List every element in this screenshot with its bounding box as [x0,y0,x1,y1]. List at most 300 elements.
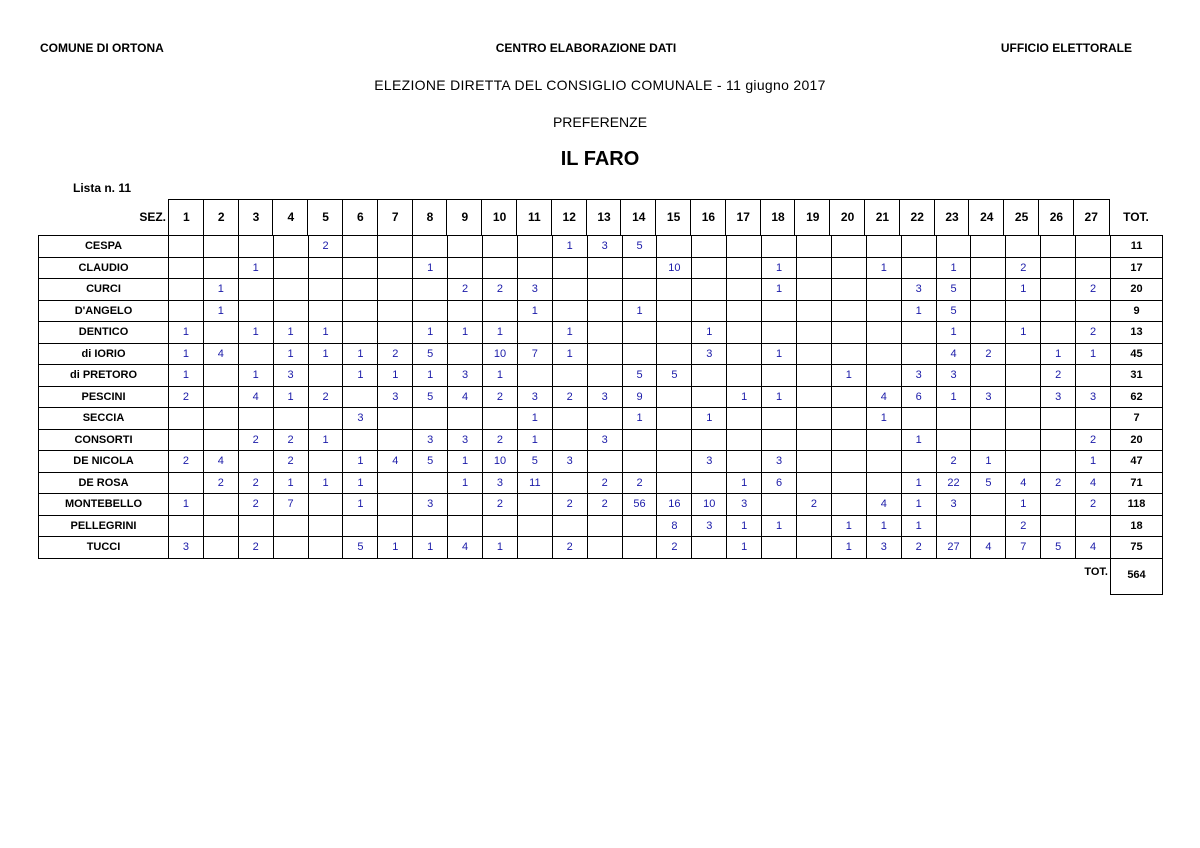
vote-cell: 1 [692,408,727,430]
section-header-17: 17 [725,199,761,235]
vote-cell [448,236,483,258]
vote-cell [901,257,936,279]
vote-cell [727,408,762,430]
table-row [39,322,1163,344]
candidate-total: 20 [1111,279,1163,301]
vote-cell: 8 [657,515,692,537]
municipality-header: COMUNE DI ORTONA [40,41,164,55]
vote-cell: 2 [308,386,343,408]
vote-cell [622,343,657,365]
vote-cell: 1 [866,408,901,430]
vote-cell: 1 [831,365,866,387]
vote-cell: 1 [762,279,797,301]
vote-cell [692,472,727,494]
vote-cell: 3 [273,365,308,387]
candidate-name: CURCI [39,279,169,301]
vote-cell: 2 [483,386,518,408]
vote-cell: 2 [1006,515,1041,537]
vote-cell [622,322,657,344]
vote-cell: 3 [1041,386,1076,408]
vote-cell [762,322,797,344]
vote-cell: 1 [308,472,343,494]
section-header-21: 21 [864,199,900,235]
vote-cell: 10 [483,343,518,365]
vote-cell [203,494,238,516]
vote-cell: 6 [762,472,797,494]
vote-cell: 1 [1041,343,1076,365]
section-header-3: 3 [238,199,274,235]
vote-cell: 27 [936,537,971,559]
vote-cell [203,386,238,408]
vote-cell: 2 [622,472,657,494]
vote-cell [1006,236,1041,258]
vote-cell: 3 [762,451,797,473]
vote-cell [343,386,378,408]
vote-cell: 1 [866,257,901,279]
vote-cell [1076,408,1111,430]
vote-cell [552,279,587,301]
vote-cell [169,472,204,494]
section-header-5: 5 [307,199,343,235]
vote-cell: 2 [1041,365,1076,387]
vote-cell [901,451,936,473]
vote-cell [413,279,448,301]
vote-cell [901,408,936,430]
vote-cell [797,429,832,451]
vote-cell: 1 [727,386,762,408]
vote-cell: 1 [413,365,448,387]
vote-cell: 5 [517,451,552,473]
vote-cell [308,300,343,322]
vote-cell: 10 [483,451,518,473]
vote-cell [657,300,692,322]
vote-cell: 3 [413,494,448,516]
vote-cell [343,300,378,322]
vote-cell: 2 [238,494,273,516]
vote-cell: 3 [552,451,587,473]
vote-cell [831,451,866,473]
table-row [39,386,1163,408]
candidate-total: 17 [1111,257,1163,279]
vote-cell: 1 [308,322,343,344]
candidate-total: 20 [1111,429,1163,451]
vote-cell [727,279,762,301]
vote-cell: 3 [587,236,622,258]
vote-cell [797,236,832,258]
vote-cell: 2 [657,537,692,559]
vote-cell: 1 [413,537,448,559]
vote-cell: 10 [657,257,692,279]
vote-cell: 2 [238,429,273,451]
table-row [39,494,1163,516]
vote-cell [831,322,866,344]
vote-cell [587,537,622,559]
vote-cell: 1 [273,343,308,365]
vote-cell: 1 [936,386,971,408]
election-title: ELEZIONE DIRETTA DEL CONSIGLIO COMUNALE - 11 giugno 2017 [374,77,826,93]
vote-cell: 2 [587,472,622,494]
vote-cell [901,236,936,258]
vote-cell: 3 [517,386,552,408]
vote-cell [587,343,622,365]
vote-cell [203,408,238,430]
vote-cell [343,322,378,344]
vote-cell [552,257,587,279]
candidate-name: PESCINI [39,386,169,408]
vote-cell [169,236,204,258]
vote-cell: 2 [203,472,238,494]
vote-cell: 3 [692,451,727,473]
vote-cell [308,451,343,473]
vote-cell [587,257,622,279]
vote-cell [797,343,832,365]
vote-cell: 1 [273,386,308,408]
vote-cell [1076,300,1111,322]
vote-cell: 4 [448,537,483,559]
vote-cell: 3 [901,365,936,387]
vote-cell [831,472,866,494]
vote-cell [657,408,692,430]
vote-cell [657,343,692,365]
vote-cell: 1 [727,472,762,494]
vote-cell [971,365,1006,387]
vote-cell: 2 [1076,429,1111,451]
vote-cell: 1 [1076,343,1111,365]
section-header-20: 20 [829,199,865,235]
vote-cell [1041,494,1076,516]
candidate-total: 7 [1111,408,1163,430]
section-header-22: 22 [899,199,935,235]
vote-cell [552,429,587,451]
vote-cell: 16 [657,494,692,516]
section-header-14: 14 [620,199,656,235]
candidate-name: DE ROSA [39,472,169,494]
vote-cell: 1 [552,322,587,344]
vote-cell [587,365,622,387]
vote-cell [1041,257,1076,279]
vote-cell [797,300,832,322]
vote-cell [866,300,901,322]
vote-cell [517,515,552,537]
vote-cell [483,257,518,279]
vote-cell [273,537,308,559]
vote-cell: 2 [1041,472,1076,494]
vote-cell: 4 [1006,472,1041,494]
vote-cell: 2 [1076,494,1111,516]
vote-cell: 3 [378,386,413,408]
vote-cell [692,386,727,408]
section-header-8: 8 [412,199,448,235]
candidate-total: 9 [1111,300,1163,322]
candidate-name: TUCCI [39,537,169,559]
table-row [39,515,1163,537]
vote-cell: 3 [517,279,552,301]
vote-cell [343,515,378,537]
vote-cell: 2 [552,386,587,408]
vote-cell: 2 [273,451,308,473]
vote-cell: 1 [901,472,936,494]
vote-cell: 4 [1076,472,1111,494]
table-row [39,343,1163,365]
vote-cell [308,515,343,537]
vote-cell: 1 [308,429,343,451]
table-row [39,300,1163,322]
preferences-table [38,235,1163,559]
vote-cell [971,494,1006,516]
vote-cell: 1 [413,257,448,279]
vote-cell [692,537,727,559]
vote-cell: 1 [762,257,797,279]
candidate-name: di IORIO [39,343,169,365]
vote-cell: 5 [413,343,448,365]
vote-cell [1041,300,1076,322]
section-header-10: 10 [481,199,517,235]
department-header: CENTRO ELABORAZIONE DATI [495,41,677,55]
vote-cell: 5 [343,537,378,559]
vote-cell [169,515,204,537]
vote-cell [517,236,552,258]
vote-cell: 5 [413,451,448,473]
vote-cell [169,300,204,322]
vote-cell [552,365,587,387]
vote-cell [831,257,866,279]
vote-cell: 1 [413,322,448,344]
vote-cell [692,429,727,451]
table-row [39,472,1163,494]
candidate-name: SECCIA [39,408,169,430]
vote-cell: 5 [657,365,692,387]
vote-cell [1041,408,1076,430]
section-header-24: 24 [968,199,1004,235]
vote-cell: 3 [936,494,971,516]
candidate-total: 11 [1111,236,1163,258]
vote-cell [1006,365,1041,387]
vote-cell [448,343,483,365]
vote-cell: 1 [762,515,797,537]
table-row [39,537,1163,559]
vote-cell [343,429,378,451]
candidate-name: CONSORTI [39,429,169,451]
candidate-name: PELLEGRINI [39,515,169,537]
vote-cell: 1 [378,365,413,387]
vote-cell: 1 [483,322,518,344]
vote-cell: 4 [1076,537,1111,559]
vote-cell: 2 [901,537,936,559]
vote-cell: 1 [1006,322,1041,344]
vote-cell: 5 [413,386,448,408]
vote-cell: 4 [866,494,901,516]
vote-cell [971,236,1006,258]
vote-cell [971,257,1006,279]
vote-cell [413,515,448,537]
vote-cell [727,365,762,387]
vote-cell: 3 [169,537,204,559]
vote-cell [866,429,901,451]
vote-cell [657,279,692,301]
vote-cell [1006,408,1041,430]
vote-cell [971,322,1006,344]
vote-cell [273,257,308,279]
vote-cell [762,537,797,559]
candidate-name: CLAUDIO [39,257,169,279]
section-header-27: 27 [1073,199,1110,235]
vote-cell [831,429,866,451]
sez-label: SEZ. [139,210,166,224]
vote-cell: 4 [971,537,1006,559]
vote-cell [797,515,832,537]
grand-total-value: 564 [1110,557,1163,595]
vote-cell [657,451,692,473]
vote-cell [238,300,273,322]
vote-cell: 3 [971,386,1006,408]
vote-cell: 2 [273,429,308,451]
vote-cell [762,300,797,322]
vote-cell [169,408,204,430]
table-row [39,408,1163,430]
vote-cell: 5 [936,300,971,322]
vote-cell: 1 [448,451,483,473]
vote-cell [797,386,832,408]
vote-cell [343,257,378,279]
vote-cell: 1 [169,494,204,516]
vote-cell: 1 [273,472,308,494]
section-header-25: 25 [1003,199,1039,235]
vote-cell: 7 [1006,537,1041,559]
vote-cell: 3 [1076,386,1111,408]
vote-cell [378,322,413,344]
section-header-16: 16 [690,199,726,235]
table-row [39,236,1163,258]
vote-cell: 5 [1041,537,1076,559]
vote-cell [971,429,1006,451]
section-header-15: 15 [655,199,691,235]
vote-cell: 3 [692,343,727,365]
section-header-11: 11 [516,199,552,235]
section-header-1: 1 [168,199,204,235]
vote-cell: 1 [936,322,971,344]
vote-cell [831,343,866,365]
vote-cell [1006,343,1041,365]
section-header-13: 13 [586,199,622,235]
vote-cell [517,494,552,516]
table-row [39,257,1163,279]
vote-cell: 1 [343,451,378,473]
vote-cell [831,300,866,322]
vote-cell: 1 [866,515,901,537]
vote-cell [1076,365,1111,387]
vote-cell: 1 [238,322,273,344]
vote-cell: 9 [622,386,657,408]
candidate-total: 62 [1111,386,1163,408]
vote-cell [797,472,832,494]
table-row [39,451,1163,473]
vote-cell [517,537,552,559]
vote-cell: 2 [378,343,413,365]
candidate-name: DE NICOLA [39,451,169,473]
section-header-19: 19 [794,199,830,235]
section-header-4: 4 [272,199,308,235]
candidate-name: di PRETORO [39,365,169,387]
vote-cell: 1 [622,408,657,430]
vote-cell [483,408,518,430]
vote-cell [448,494,483,516]
vote-cell [831,386,866,408]
vote-cell [378,257,413,279]
candidate-total: 18 [1111,515,1163,537]
vote-cell [936,515,971,537]
vote-cell [448,257,483,279]
vote-cell [413,300,448,322]
vote-cell: 1 [273,322,308,344]
list-number: Lista n. 11 [73,181,132,195]
vote-cell: 7 [273,494,308,516]
vote-cell [797,408,832,430]
vote-cell [831,494,866,516]
vote-cell: 1 [343,472,378,494]
vote-cell: 1 [343,365,378,387]
vote-cell [483,236,518,258]
candidate-total: 47 [1111,451,1163,473]
candidate-total: 75 [1111,537,1163,559]
vote-cell [727,429,762,451]
vote-cell: 1 [762,386,797,408]
candidate-total: 13 [1111,322,1163,344]
vote-cell [169,429,204,451]
vote-cell [901,343,936,365]
vote-cell [552,515,587,537]
vote-cell [273,300,308,322]
vote-cell [866,472,901,494]
vote-cell [936,429,971,451]
vote-cell [797,322,832,344]
vote-cell [657,386,692,408]
vote-cell [308,537,343,559]
vote-cell: 1 [1006,279,1041,301]
vote-cell [1041,429,1076,451]
vote-cell [378,279,413,301]
vote-cell [308,365,343,387]
vote-cell: 3 [587,429,622,451]
section-header-2: 2 [203,199,239,235]
vote-cell [727,322,762,344]
vote-cell: 11 [517,472,552,494]
vote-cell [762,429,797,451]
vote-cell [797,257,832,279]
vote-cell: 3 [866,537,901,559]
vote-cell [692,300,727,322]
vote-cell [378,472,413,494]
vote-cell [1076,257,1111,279]
vote-cell [413,408,448,430]
vote-cell: 1 [901,494,936,516]
vote-cell [1076,236,1111,258]
vote-cell [169,279,204,301]
vote-cell [413,472,448,494]
vote-cell [343,236,378,258]
vote-cell [238,236,273,258]
vote-cell [203,365,238,387]
vote-cell: 2 [448,279,483,301]
section-header-23: 23 [934,199,970,235]
vote-cell [587,300,622,322]
vote-cell: 1 [552,236,587,258]
vote-cell [622,515,657,537]
vote-cell [238,515,273,537]
vote-cell [1006,386,1041,408]
vote-cell: 2 [552,494,587,516]
vote-cell: 1 [378,537,413,559]
vote-cell [273,515,308,537]
